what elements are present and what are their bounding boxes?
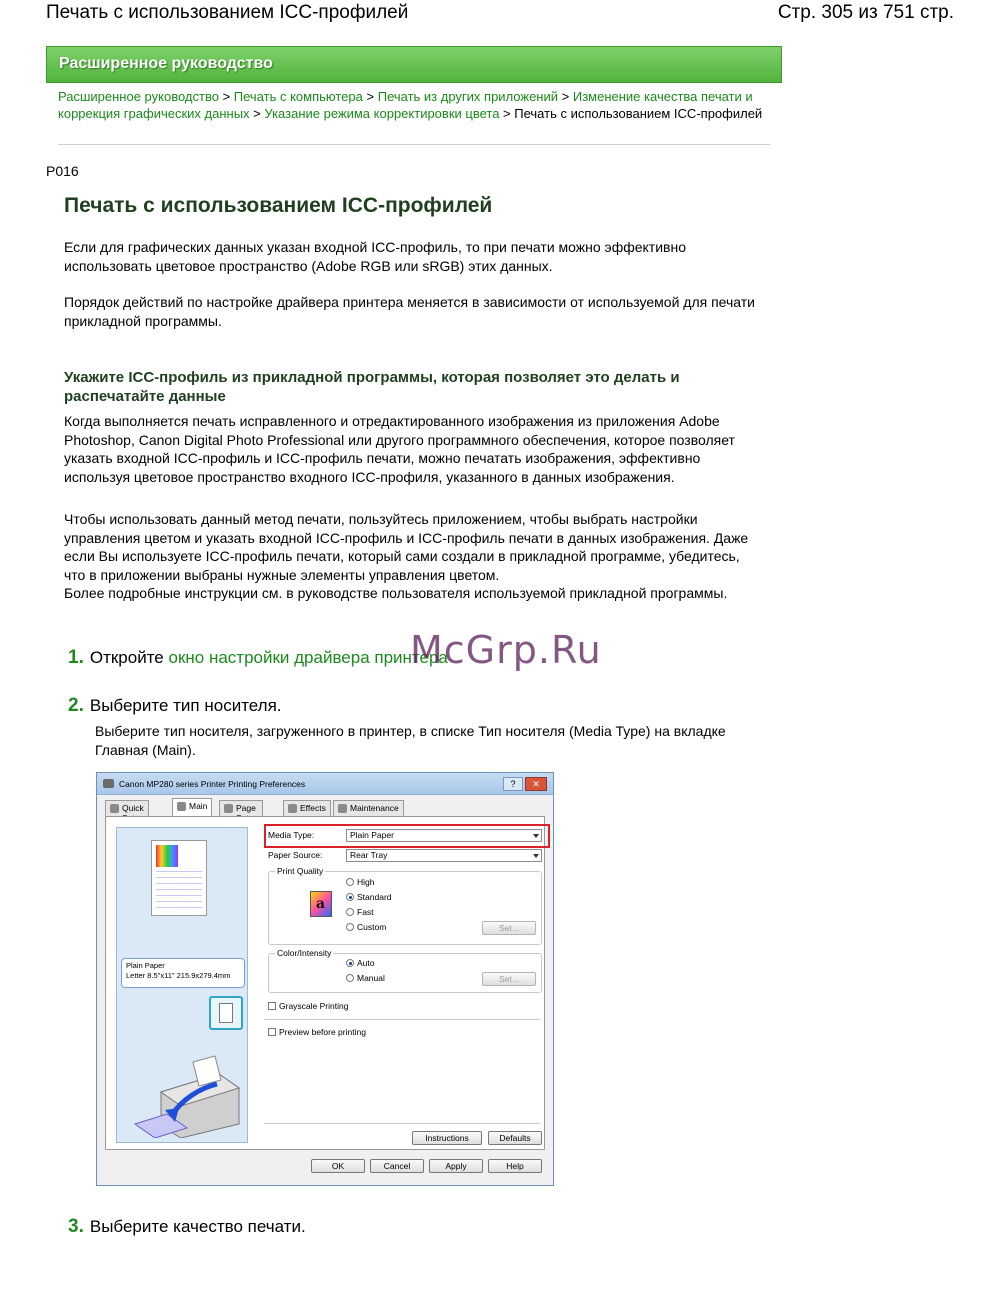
driver-settings-link[interactable]: окно настройки драйвера принтера <box>168 648 448 667</box>
media-type-select[interactable] <box>346 829 542 842</box>
cancel-button[interactable]: Cancel <box>370 1159 424 1173</box>
tab-label: Page <box>236 803 256 813</box>
tab-label: Quick <box>122 803 144 813</box>
tab-label: Maintenance <box>350 803 399 813</box>
step-text: Выберите качество печати. <box>89 1217 306 1236</box>
paper-source-select[interactable] <box>346 849 542 862</box>
section-paragraph-3: Более подробные инструкции см. в руководстве пользователя используемой прикладной программы. <box>64 585 728 601</box>
text-line <box>156 871 202 872</box>
page-setup-icon <box>224 804 233 813</box>
step-2-detail: Выберите тип носителя, загруженного в принтер, в списке Тип носителя (Media Type) на вкладке Главная (Main). <box>95 723 726 758</box>
main-icon <box>177 802 186 811</box>
tab-label: Effects <box>300 803 326 813</box>
text-line <box>156 877 202 878</box>
settings-preview <box>116 827 248 1143</box>
radio-label: Manual <box>357 973 385 983</box>
apply-button[interactable]: Apply <box>429 1159 483 1173</box>
tab-label: Main <box>189 801 208 811</box>
watermark: McGrp.Ru <box>410 628 602 672</box>
breadcrumb-separator: > <box>561 89 570 104</box>
effects-icon <box>288 804 297 813</box>
radio-label: Auto <box>357 958 375 968</box>
color-intensity-label: Color/Intensity <box>277 948 332 958</box>
radio-label: Custom <box>357 922 387 932</box>
printer-icon <box>103 779 114 788</box>
breadcrumb-link-other-apps[interactable]: Печать из других приложений <box>377 89 559 104</box>
text-line <box>156 889 202 890</box>
intro-paragraph-2: Порядок действий по настройке драйвера принтера меняется в зависимости от используемой для печати прикладной программы. <box>64 294 755 329</box>
color-manual-radio[interactable] <box>346 973 385 983</box>
section-banner <box>46 46 782 83</box>
breadcrumb-divider <box>58 144 770 145</box>
chevron-down-icon <box>533 834 539 838</box>
text-line <box>156 901 202 902</box>
text-line <box>156 895 202 896</box>
step-number: 3. <box>68 1216 84 1237</box>
intro-paragraph-1: Если для графических данных указан входной ICC-профиль, то при печати можно эффективно использовать цветовое пространство (Adobe RGB или sRGB) этих данных. <box>64 239 686 274</box>
banner-label: Расширенное руководство <box>59 55 273 72</box>
preview-before-printing-checkbox[interactable] <box>268 1027 366 1037</box>
paper-source-label: Paper Source: <box>268 850 323 860</box>
paper-source-value: Rear Tray <box>350 850 388 860</box>
radio-label: High <box>357 877 375 887</box>
divider <box>264 1123 540 1124</box>
color-set-button[interactable]: Set... <box>482 972 536 986</box>
quick-setup-icon <box>110 804 119 813</box>
step-text: Откройте <box>89 648 169 667</box>
paper-size-text: Letter 8.5"x11" 215.9x279.4mm <box>126 971 231 980</box>
tab-maintenance[interactable] <box>333 800 404 816</box>
breadcrumb-separator: > <box>366 89 375 104</box>
quality-high-radio[interactable] <box>346 877 374 887</box>
breadcrumb-link-advanced-guide[interactable]: Расширенное руководство <box>58 89 219 104</box>
paper-type-text: Plain Paper <box>126 961 165 970</box>
section-paragraph-1: Когда выполняется печать исправленного и отредактированного изображения из приложения Adobe Photoshop, Canon Digital Photo Professional или другого программного обеспечения, которое позволяет указать входной ICC-профиль и ICC-профиль печати, можно печатать изображения, эффективно используя цветовое пространство входного ICC-профиля, указанного в данных изображения. <box>64 413 735 485</box>
checkbox-label: Preview before printing <box>279 1027 366 1037</box>
breadcrumb-link-printing-from-computer[interactable]: Печать с компьютера <box>233 89 363 104</box>
section-paragraph-2: Чтобы использовать данный метод печати, пользуйтесь приложением, чтобы выбрать настройки управления цветом и указать входной ICC-профиль и ICC-профиль печати в данных изображения. Даже если Вы используете ICC-профиль печати, который сами создали в прикладной программе, убедитесь, что в приложении выбраны нужные элементы управления цветом. <box>64 511 749 583</box>
text-line <box>156 883 202 884</box>
paper-info-box <box>121 958 245 988</box>
help-button[interactable]: Help <box>488 1159 542 1173</box>
text-line <box>156 907 202 908</box>
section-heading: Укажите ICC-профиль из прикладной программы, которая позволяет это делать и распечатайте данные <box>64 369 680 405</box>
paper-orientation-icon <box>209 996 243 1030</box>
step-3 <box>68 1216 306 1238</box>
breadcrumb-link-color-correction[interactable]: Указание режима корректировки цвета <box>264 106 500 121</box>
dialog-titlebar <box>97 773 553 795</box>
breadcrumb-link-print-quality[interactable]: Изменение качества печати и коррекция графических данных <box>58 89 753 121</box>
instructions-button[interactable]: Instructions <box>412 1131 482 1145</box>
help-icon[interactable]: ? <box>503 777 523 791</box>
step-2 <box>68 695 282 717</box>
dialog-title: Canon MP280 series Printer Printing Preferences <box>119 779 306 789</box>
radio-label: Standard <box>357 892 392 902</box>
page-counter: Стр. 305 из 751 стр. <box>777 2 954 23</box>
tab-page-setup[interactable] <box>219 800 263 816</box>
breadcrumb-separator: > <box>253 106 261 121</box>
radio-label: Fast <box>357 907 374 917</box>
quality-fast-radio[interactable] <box>346 907 374 917</box>
quality-set-button[interactable]: Set... <box>482 921 536 935</box>
breadcrumb-current: Печать с использованием ICC-профилей <box>514 106 763 121</box>
page-title: Печать с использованием ICC-профилей <box>64 194 493 217</box>
image-thumbnail <box>156 845 178 867</box>
step-number: 2. <box>68 695 84 716</box>
ok-button[interactable]: OK <box>311 1159 365 1173</box>
document-title-header: Печать с использованием ICC-профилей <box>46 2 409 23</box>
divider <box>264 1019 540 1020</box>
main-tab-panel <box>105 816 545 1150</box>
media-type-value: Plain Paper <box>350 830 394 840</box>
quality-standard-radio[interactable] <box>346 892 392 902</box>
chevron-down-icon <box>533 854 539 858</box>
close-icon[interactable]: ✕ <box>525 777 547 791</box>
step-1 <box>68 647 448 669</box>
maintenance-icon <box>338 804 347 813</box>
tab-effects[interactable] <box>283 800 331 816</box>
printer-preferences-dialog <box>96 772 554 1186</box>
defaults-button[interactable]: Defaults <box>488 1131 542 1145</box>
tab-main[interactable] <box>172 798 212 817</box>
print-quality-icon: a <box>310 891 332 917</box>
breadcrumb <box>58 88 770 122</box>
media-type-label: Media Type: <box>268 830 315 840</box>
printer-illustration-icon <box>131 1054 243 1138</box>
step-text: Выберите тип носителя. <box>89 696 282 715</box>
quality-custom-radio[interactable] <box>346 922 386 932</box>
checkbox-label: Grayscale Printing <box>279 1001 349 1011</box>
page-code: P016 <box>46 163 79 179</box>
breadcrumb-separator: > <box>222 89 231 104</box>
tab-quick-setup[interactable] <box>105 800 149 816</box>
color-auto-radio[interactable] <box>346 958 375 968</box>
breadcrumb-separator: > <box>503 106 511 121</box>
print-quality-label: Print Quality <box>277 866 324 876</box>
paper-preview <box>151 840 207 916</box>
grayscale-checkbox[interactable] <box>268 1001 348 1011</box>
step-number: 1. <box>68 647 84 668</box>
